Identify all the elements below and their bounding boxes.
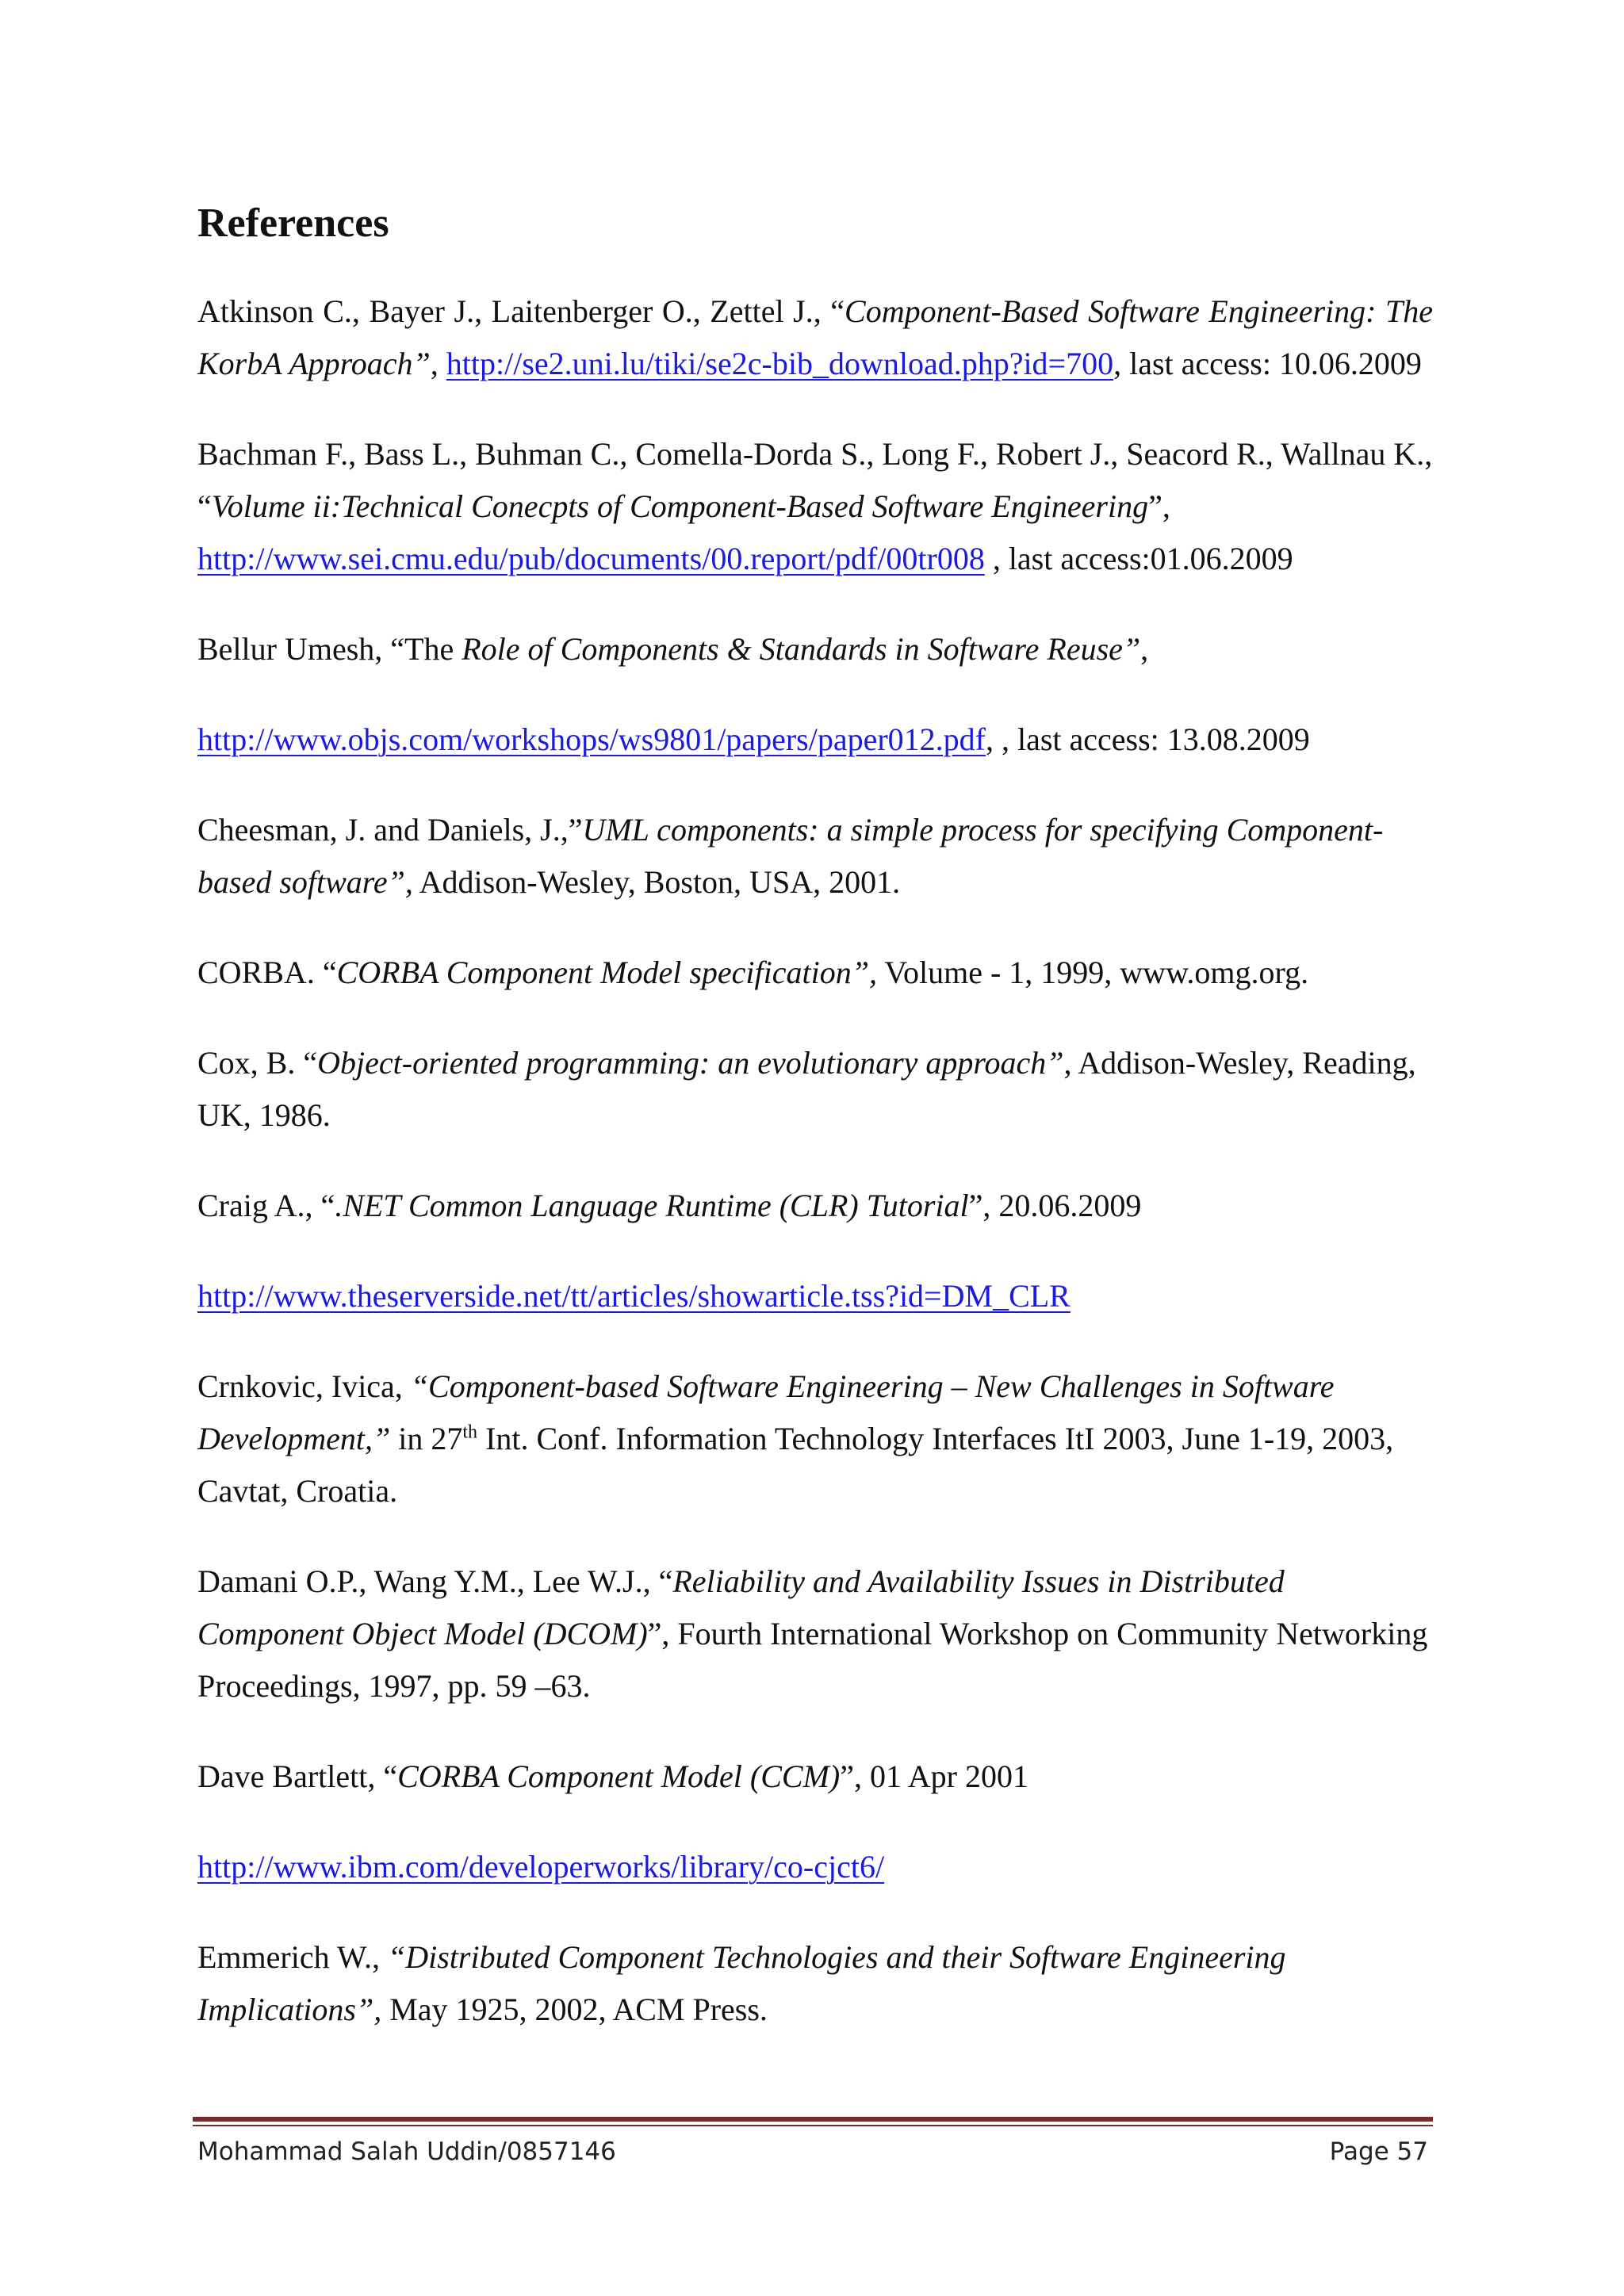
reference-title: “Distributed Component Technologies and their Software Engineering Implications”, — [197, 1939, 1286, 2027]
reference-link[interactable]: http://www.sei.cmu.edu/pub/documents/00.report/pdf/00tr008 — [197, 541, 985, 576]
reference-list — [197, 285, 1433, 2036]
footer-divider-thin — [193, 2125, 1433, 2126]
ordinal-superscript: th — [462, 1422, 478, 1443]
reference-title: .NET Common Language Runtime (CLR) Tutorial — [335, 1188, 969, 1223]
reference-link[interactable]: http://se2.uni.lu/tiki/se2c-bib_download.php?id=700 — [446, 346, 1114, 381]
reference-craig-link-line — [197, 1270, 1433, 1322]
reference-crnkovic: Crnkovic, Ivica, “Component-based Software Engineering – New Challenges in Software Development,” in 27th Int. Conf. Information Technology Interfaces ItI 2003, June 1-19, 2003, Cavtat, Croatia. — [197, 1368, 1394, 1509]
reference-title: CORBA Component Model (CCM) — [397, 1758, 841, 1794]
reference-title: Role of Components & Standards in Software Reuse” — [462, 631, 1141, 667]
reference-link[interactable]: http://www.objs.com/workshops/ws9801/papers/paper012.pdf — [197, 721, 986, 757]
reference-title: “Component-based Software Engineering – New Challenges in Software Development,” — [197, 1368, 1335, 1456]
footer-divider — [193, 2117, 1433, 2126]
reference-title: UML components: a simple process for specifying Component-based software”, — [197, 812, 1384, 900]
footer-author: Mohammad Salah Uddin/0857146 — [197, 2137, 616, 2166]
reference-atkinson: Atkinson C., Bayer J., Laitenberger O., Zettel J., “Component-Based Software Engineering: The KorbA Approach”, http://se2.uni.lu/tiki/se2c-bib_download.php?id=700, last access: 10.06.2009 — [197, 293, 1434, 381]
reference-corba: CORBA. “CORBA Component Model specification”, Volume - 1, 1999, www.omg.org. — [197, 955, 1309, 990]
reference-bellur-link-line: http://www.objs.com/workshops/ws9801/papers/paper012.pdf, , last access: 13.08.2009 — [197, 721, 1310, 757]
reference-cox: Cox, B. “Object-oriented programming: an evolutionary approach”, Addison-Wesley, Reading, UK, 1986. — [197, 1045, 1416, 1133]
reference-bachman: Bachman F., Bass L., Buhman C., Comella-Dorda S., Long F., Robert J., Seacord R., Wallnau K., “Volume ii:Technical Conecpts of Component-Based Software Engineering”, http://www.sei.cmu.edu/pub/documents/00.report/pdf/00tr008 , last access:01.06.2009 — [197, 436, 1433, 576]
footer-page-number: Page 57 — [1329, 2137, 1428, 2166]
page-title: References — [197, 201, 389, 246]
reference-craig: Craig A., “.NET Common Language Runtime (CLR) Tutorial”, 20.06.2009 — [197, 1188, 1142, 1223]
reference-cheesman: Cheesman, J. and Daniels, J.,”UML components: a simple process for specifying Component-based software”, Addison-Wesley, Boston, USA, 2001. — [197, 812, 1384, 900]
reference-link[interactable]: http://www.ibm.com/developerworks/library/co-cjct6/ — [197, 1849, 885, 1885]
reference-emmerich: Emmerich W., “Distributed Component Technologies and their Software Engineering Implications”, May 1925, 2002, ACM Press. — [197, 1939, 1286, 2027]
reference-title: Reliability and Availability Issues in Distributed Component Object Model (DCOM) — [197, 1563, 1285, 1651]
reference-link[interactable]: http://www.theserverside.net/tt/articles/showarticle.tss?id=DM_CLR — [197, 1278, 1071, 1314]
reference-bellur: Bellur Umesh, “The Role of Components & Standards in Software Reuse”, — [197, 631, 1149, 667]
reference-title: Object-oriented programming: an evolutionary approach” — [317, 1045, 1064, 1081]
footer-divider-thick — [193, 2117, 1433, 2122]
reference-bartlett: Dave Bartlett, “CORBA Component Model (CCM)”, 01 Apr 2001 — [197, 1758, 1028, 1794]
reference-title: Volume ii:Technical Conecpts of Component-Based Software Engineering — [211, 488, 1149, 524]
reference-bartlett-link-line — [197, 1841, 1433, 1893]
reference-title: CORBA Component Model specification”, — [336, 955, 877, 990]
reference-damani: Damani O.P., Wang Y.M., Lee W.J., “Reliability and Availability Issues in Distributed Component Object Model (DCOM)”, Fourth International Workshop on Community Networking Proceedings, 1997, pp. 59 –63. — [197, 1563, 1428, 1704]
reference-title: Component-Based Software Engineering: The KorbA Approach” — [197, 293, 1434, 381]
